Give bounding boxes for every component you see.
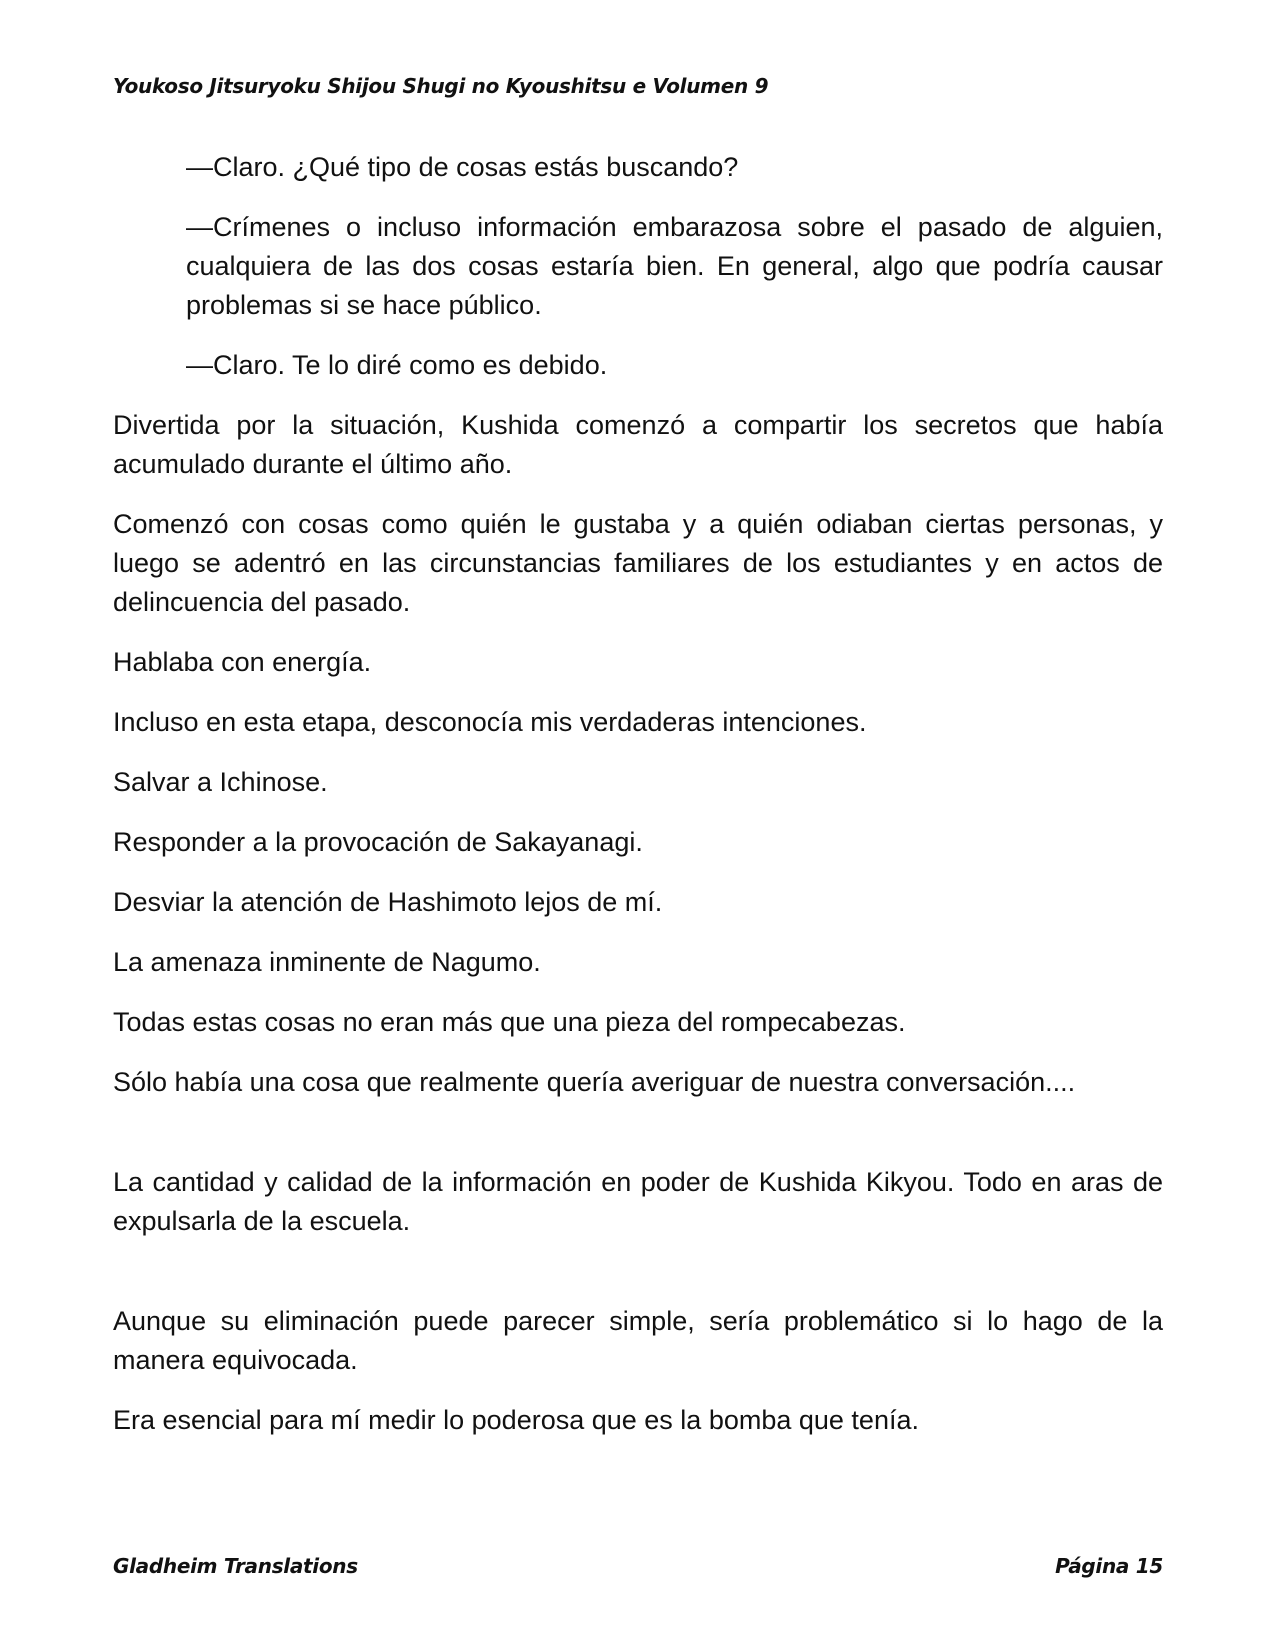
page-body: [113, 148, 1163, 1461]
footer-credit: Gladheim Translations: [113, 1554, 358, 1578]
paragraph: Comenzó con cosas como quién le gustaba y a quién odiaban ciertas personas, y luego se adentró en las circunstancias familiares de los estudiantes y en actos de delincuencia del pasado.: [113, 509, 1163, 617]
dialogue-line: —Claro. Te lo diré como es debido.: [186, 350, 608, 380]
running-header: Youkoso Jitsuryoku Shijou Shugi no Kyoushitsu e Volumen 9: [113, 74, 769, 98]
paragraph: Desviar la atención de Hashimoto lejos de mí.: [113, 887, 663, 917]
blank-line: [113, 1123, 1163, 1163]
page-number: Página 15: [1055, 1554, 1163, 1578]
dialogue-line: —Claro. ¿Qué tipo de cosas estás buscando?: [186, 152, 739, 182]
dialogue-line: —Crímenes o incluso información embarazosa sobre el pasado de alguien, cualquiera de las dos cosas estaría bien. En general, algo que podría causar problemas si se hace público.: [186, 212, 1163, 320]
paragraph: Sólo había una cosa que realmente quería averiguar de nuestra conversación....: [113, 1067, 1076, 1097]
paragraph: Aunque su eliminación puede parecer simple, sería problemático si lo hago de la manera equivocada.: [113, 1306, 1163, 1375]
paragraph: Responder a la provocación de Sakayanagi.: [113, 827, 643, 857]
paragraph: Salvar a Ichinose.: [113, 767, 328, 797]
paragraph: Era esencial para mí medir lo poderosa que es la bomba que tenía.: [113, 1405, 919, 1435]
paragraph: Incluso en esta etapa, desconocía mis verdaderas intenciones.: [113, 707, 867, 737]
paragraph: Divertida por la situación, Kushida comenzó a compartir los secretos que había acumulado durante el último año.: [113, 410, 1163, 479]
paragraph: Todas estas cosas no eran más que una pieza del rompecabezas.: [113, 1007, 906, 1037]
paragraph: La amenaza inminente de Nagumo.: [113, 947, 541, 977]
paragraph: Hablaba con energía.: [113, 647, 372, 677]
blank-line: [113, 1262, 1163, 1302]
paragraph: La cantidad y calidad de la información en poder de Kushida Kikyou. Todo en aras de expulsarla de la escuela.: [113, 1167, 1163, 1236]
